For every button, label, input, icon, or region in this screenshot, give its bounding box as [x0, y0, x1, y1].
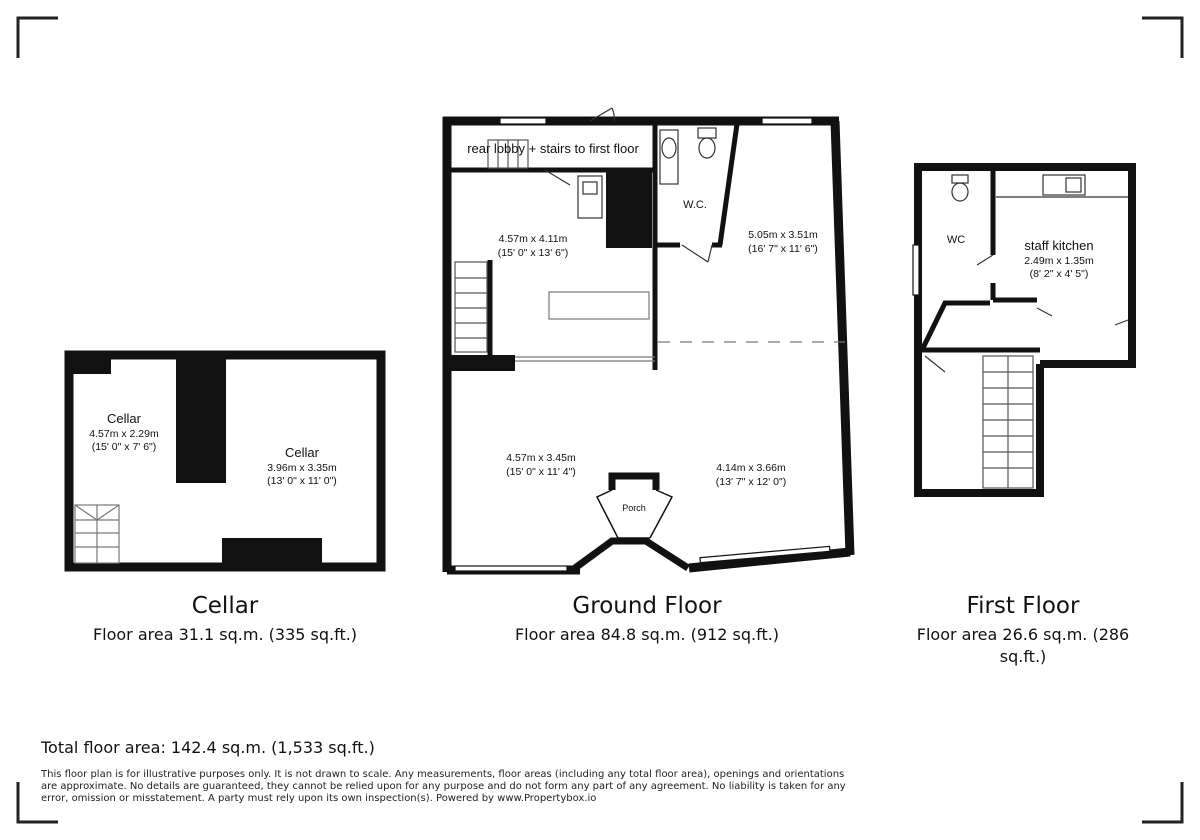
cellar-room-2-metric: 3.96m x 3.35m [267, 462, 337, 474]
ground-floor-plan [443, 108, 850, 572]
total-floor-area: Total floor area: 142.4 sq.m. (1,533 sq.ft.) [41, 738, 375, 757]
staff-kitchen-metric: 2.49m x 1.35m [1024, 255, 1094, 267]
front-right-metric: 4.14m x 3.66m [716, 462, 786, 474]
kitchen-area-metric: 4.57m x 4.11m [498, 233, 568, 245]
first-floor-stairs [983, 356, 1033, 488]
staff-kitchen-name: staff kitchen [1024, 238, 1094, 253]
ground-floor-area: Floor area 84.8 sq.m. (912 sq.ft.) [514, 625, 780, 644]
cellar-stairs [75, 505, 119, 563]
first-floor-plan [913, 163, 1136, 497]
staff-kitchen-imperial: (8' 2" x 4' 5") [1029, 268, 1089, 280]
ground-floor-caption [497, 592, 797, 646]
cellar-room-1-name: Cellar [107, 411, 141, 426]
cellar-room-1-metric: 4.57m x 2.29m [89, 428, 159, 440]
porch-label: Porch [622, 503, 646, 513]
cellar-plan [66, 352, 381, 568]
front-left-metric: 4.57m x 3.45m [506, 452, 576, 464]
rear-lobby-label: rear lobby + stairs to first floor [467, 141, 639, 156]
wc-first-label: WC [946, 234, 966, 246]
cellar-title: Cellar [191, 593, 259, 619]
kitchen-area-imperial: (15' 0" x 13' 6") [497, 247, 569, 259]
disclaimer-text: This floor plan is for illustrative purposes only. It is not drawn to scale. Any measurements, floor areas (including any total floor area), openings and orientations are approximate. No details are guaranteed, they cannot be relied upon for any purpose and do not form any part of any agreement. No liability is taken for any error, omission or misstatement. A party must rely upon its own inspection(s). Powered by www.Propertybox.io [41, 769, 846, 804]
front-left-imperial: (15' 0" x 11' 4") [506, 466, 576, 478]
cellar-room-2-imperial: (13' 0" x 11' 0") [267, 475, 337, 487]
rear-room-imperial: (16' 7" x 11' 6") [748, 243, 818, 255]
rear-room-metric: 5.05m x 3.51m [748, 229, 818, 241]
cellar-room-2-name: Cellar [285, 445, 319, 460]
first-floor-caption [910, 592, 1136, 668]
cellar-floor-area: Floor area 31.1 sq.m. (335 sq.ft.) [92, 625, 358, 644]
ground-floor-title: Ground Floor [572, 593, 722, 619]
first-floor-title: First Floor [966, 593, 1080, 619]
cellar-room-1-imperial: (15' 0" x 7' 6") [91, 441, 157, 453]
first-floor-area: Floor area 26.6 sq.m. (286 sq.ft.) [916, 625, 1130, 666]
cellar-caption [75, 592, 375, 646]
wc-ground-label: W.C. [683, 199, 707, 211]
front-right-imperial: (13' 7" x 12' 0") [715, 476, 787, 488]
